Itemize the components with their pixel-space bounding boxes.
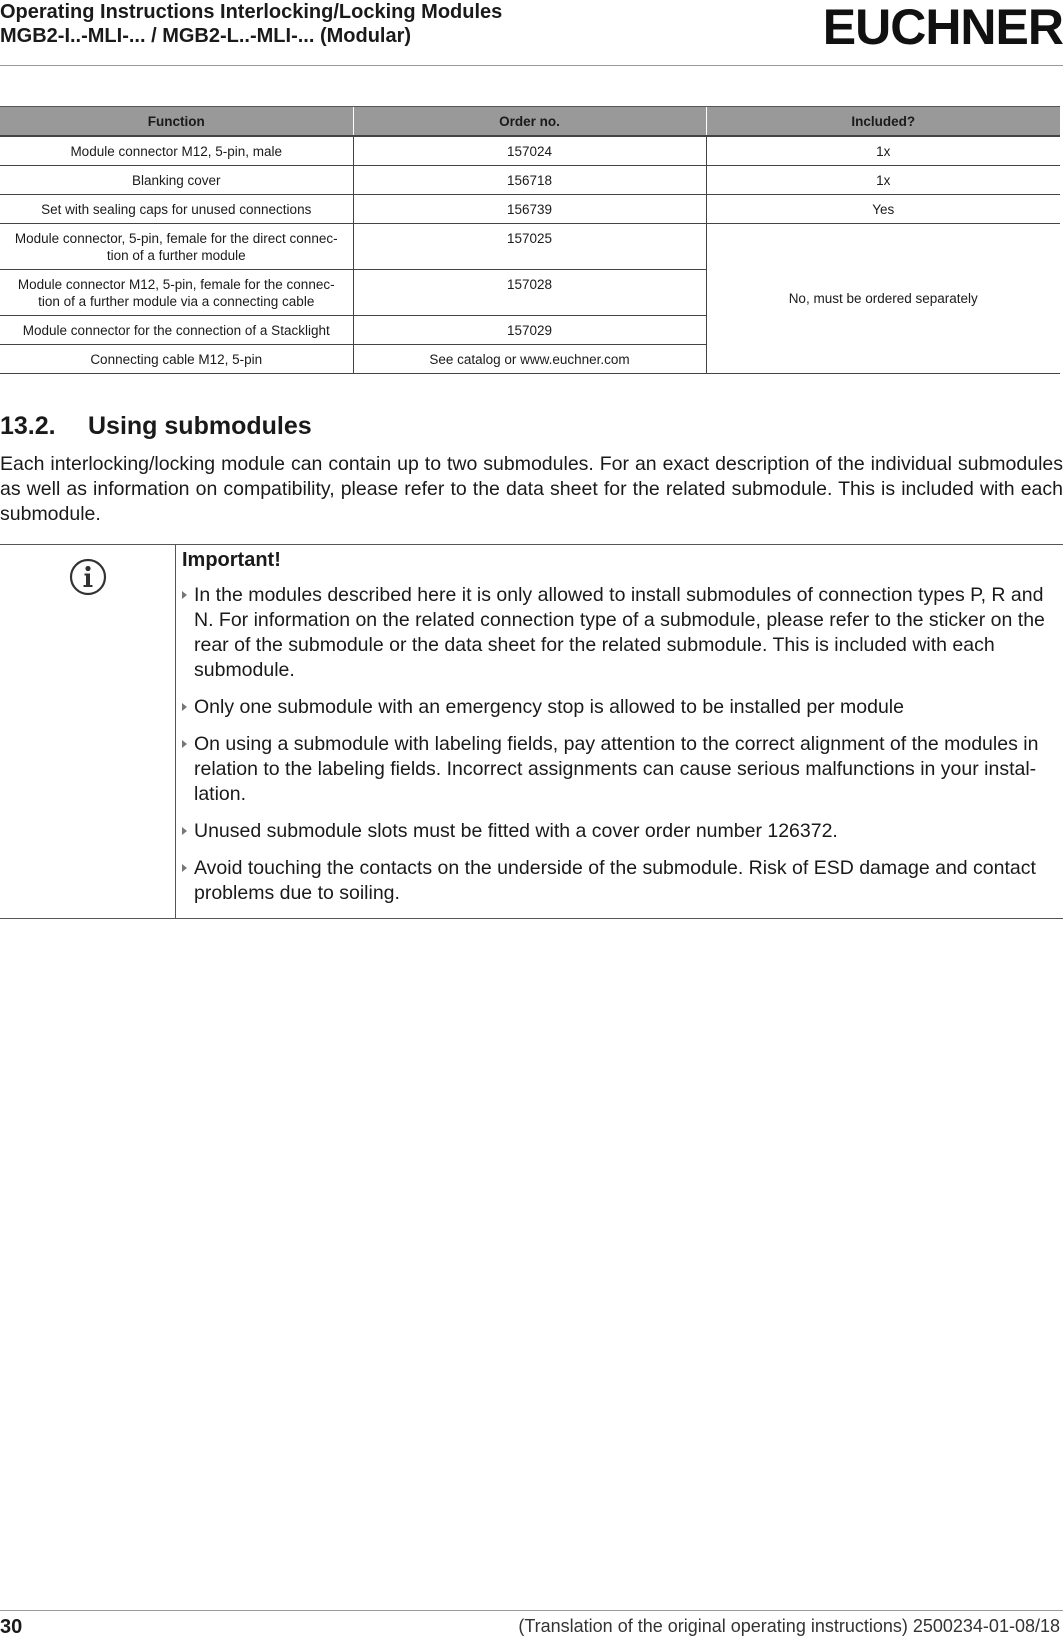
cell-function: Blanking cover	[0, 166, 353, 195]
cell-included: 1x	[706, 136, 1060, 166]
list-item-text: Only one submodule with an emergency stop is allowed to be installed per module	[194, 696, 904, 718]
bullet-arrow-icon	[182, 591, 187, 599]
table-row	[0, 166, 1060, 195]
cell-function: Module connector M12, 5-pin, male	[0, 136, 353, 166]
cell-order-no: 156718	[353, 166, 706, 195]
bullet-arrow-icon	[182, 827, 187, 835]
table-row	[0, 224, 1060, 270]
table-row	[0, 195, 1060, 224]
cell-included-merged: No, must be ordered separately	[706, 224, 1060, 374]
accessories-table	[0, 106, 1060, 374]
important-notice	[0, 544, 1063, 919]
table-row	[0, 136, 1060, 166]
cell-order-no: 157024	[353, 136, 706, 166]
section-paragraph: Each interlocking/locking module can contain up to two submodules. For an exact description of the individual submodules as well as information on compatibility, please refer to the data sheet for the related submodule. This is included with each submodule.	[0, 453, 1063, 525]
section-number: 13.2.	[0, 412, 56, 440]
cell-function: Connecting cable M12, 5-pin	[0, 345, 353, 374]
column-header-function: Function	[0, 107, 353, 137]
cell-order-no: 157029	[353, 316, 706, 345]
section-title: Using submodules	[88, 412, 312, 440]
cell-function: Module connector, 5-pin, female for the direct connec-tion of a further module	[0, 224, 353, 270]
list-item	[182, 583, 1060, 683]
document-title-line1: Operating Instructions Interlocking/Locking Modules	[0, 1, 503, 23]
info-icon	[69, 558, 107, 596]
header-divider	[0, 65, 1063, 66]
section-heading	[0, 412, 312, 441]
document-title	[0, 0, 502, 48]
cell-function: Module connector M12, 5-pin, female for the connec-tion of a further module via a connecting cable	[0, 270, 353, 316]
list-item	[182, 732, 1060, 807]
list-item-text: In the modules described here it is only allowed to install submodules of connection types P, R and N. For information on the related connection type of a submodule, please refer to the sticker on the rear of the submodule or the data sheet for the related submodule. This is included with each submodule.	[194, 584, 1045, 681]
list-item	[182, 856, 1060, 906]
list-item	[182, 695, 1060, 720]
cell-included: 1x	[706, 166, 1060, 195]
cell-included: Yes	[706, 195, 1060, 224]
bullet-arrow-icon	[182, 703, 187, 711]
bullet-arrow-icon	[182, 740, 187, 748]
column-header-order-no: Order no.	[353, 107, 706, 137]
list-item-text: Avoid touching the contacts on the underside of the submodule. Risk of ESD damage and contact problems due to soiling.	[194, 857, 1036, 904]
euchner-logo: EUCHNER	[822, 0, 1063, 55]
list-item-text: Unused submodule slots must be fitted with a cover order number 126372.	[194, 820, 838, 842]
cell-function: Set with sealing caps for unused connections	[0, 195, 353, 224]
notice-content	[182, 545, 1060, 918]
page-header	[0, 0, 1063, 66]
cell-function: Module connector for the connection of a Stacklight	[0, 316, 353, 345]
table-header-row	[0, 107, 1060, 137]
notice-title: Important!	[182, 549, 281, 571]
document-title-line2: MGB2-I..-MLI-... / MGB2-L..-MLI-... (Modular)	[0, 25, 412, 47]
notice-list	[182, 583, 1060, 906]
bullet-arrow-icon	[182, 864, 187, 872]
notice-icon-column	[0, 545, 176, 918]
cell-order-no: 157025	[353, 224, 706, 270]
list-item-text: On using a submodule with labeling fields, pay attention to the correct alignment of the modules in relation to the labeling fields. Incorrect assignments can cause serious malfunctions in your instal-lation.	[194, 733, 1039, 805]
cell-order-no: See catalog or www.euchner.com	[353, 345, 706, 374]
list-item	[182, 819, 1060, 844]
column-header-included: Included?	[706, 107, 1060, 137]
cell-order-no: 156739	[353, 195, 706, 224]
page-number: 30	[0, 1616, 23, 1638]
footer-note: (Translation of the original operating instructions) 2500234-01-08/18	[518, 1616, 1060, 1636]
cell-order-no: 157028	[353, 270, 706, 316]
footer-divider	[0, 1610, 1063, 1611]
